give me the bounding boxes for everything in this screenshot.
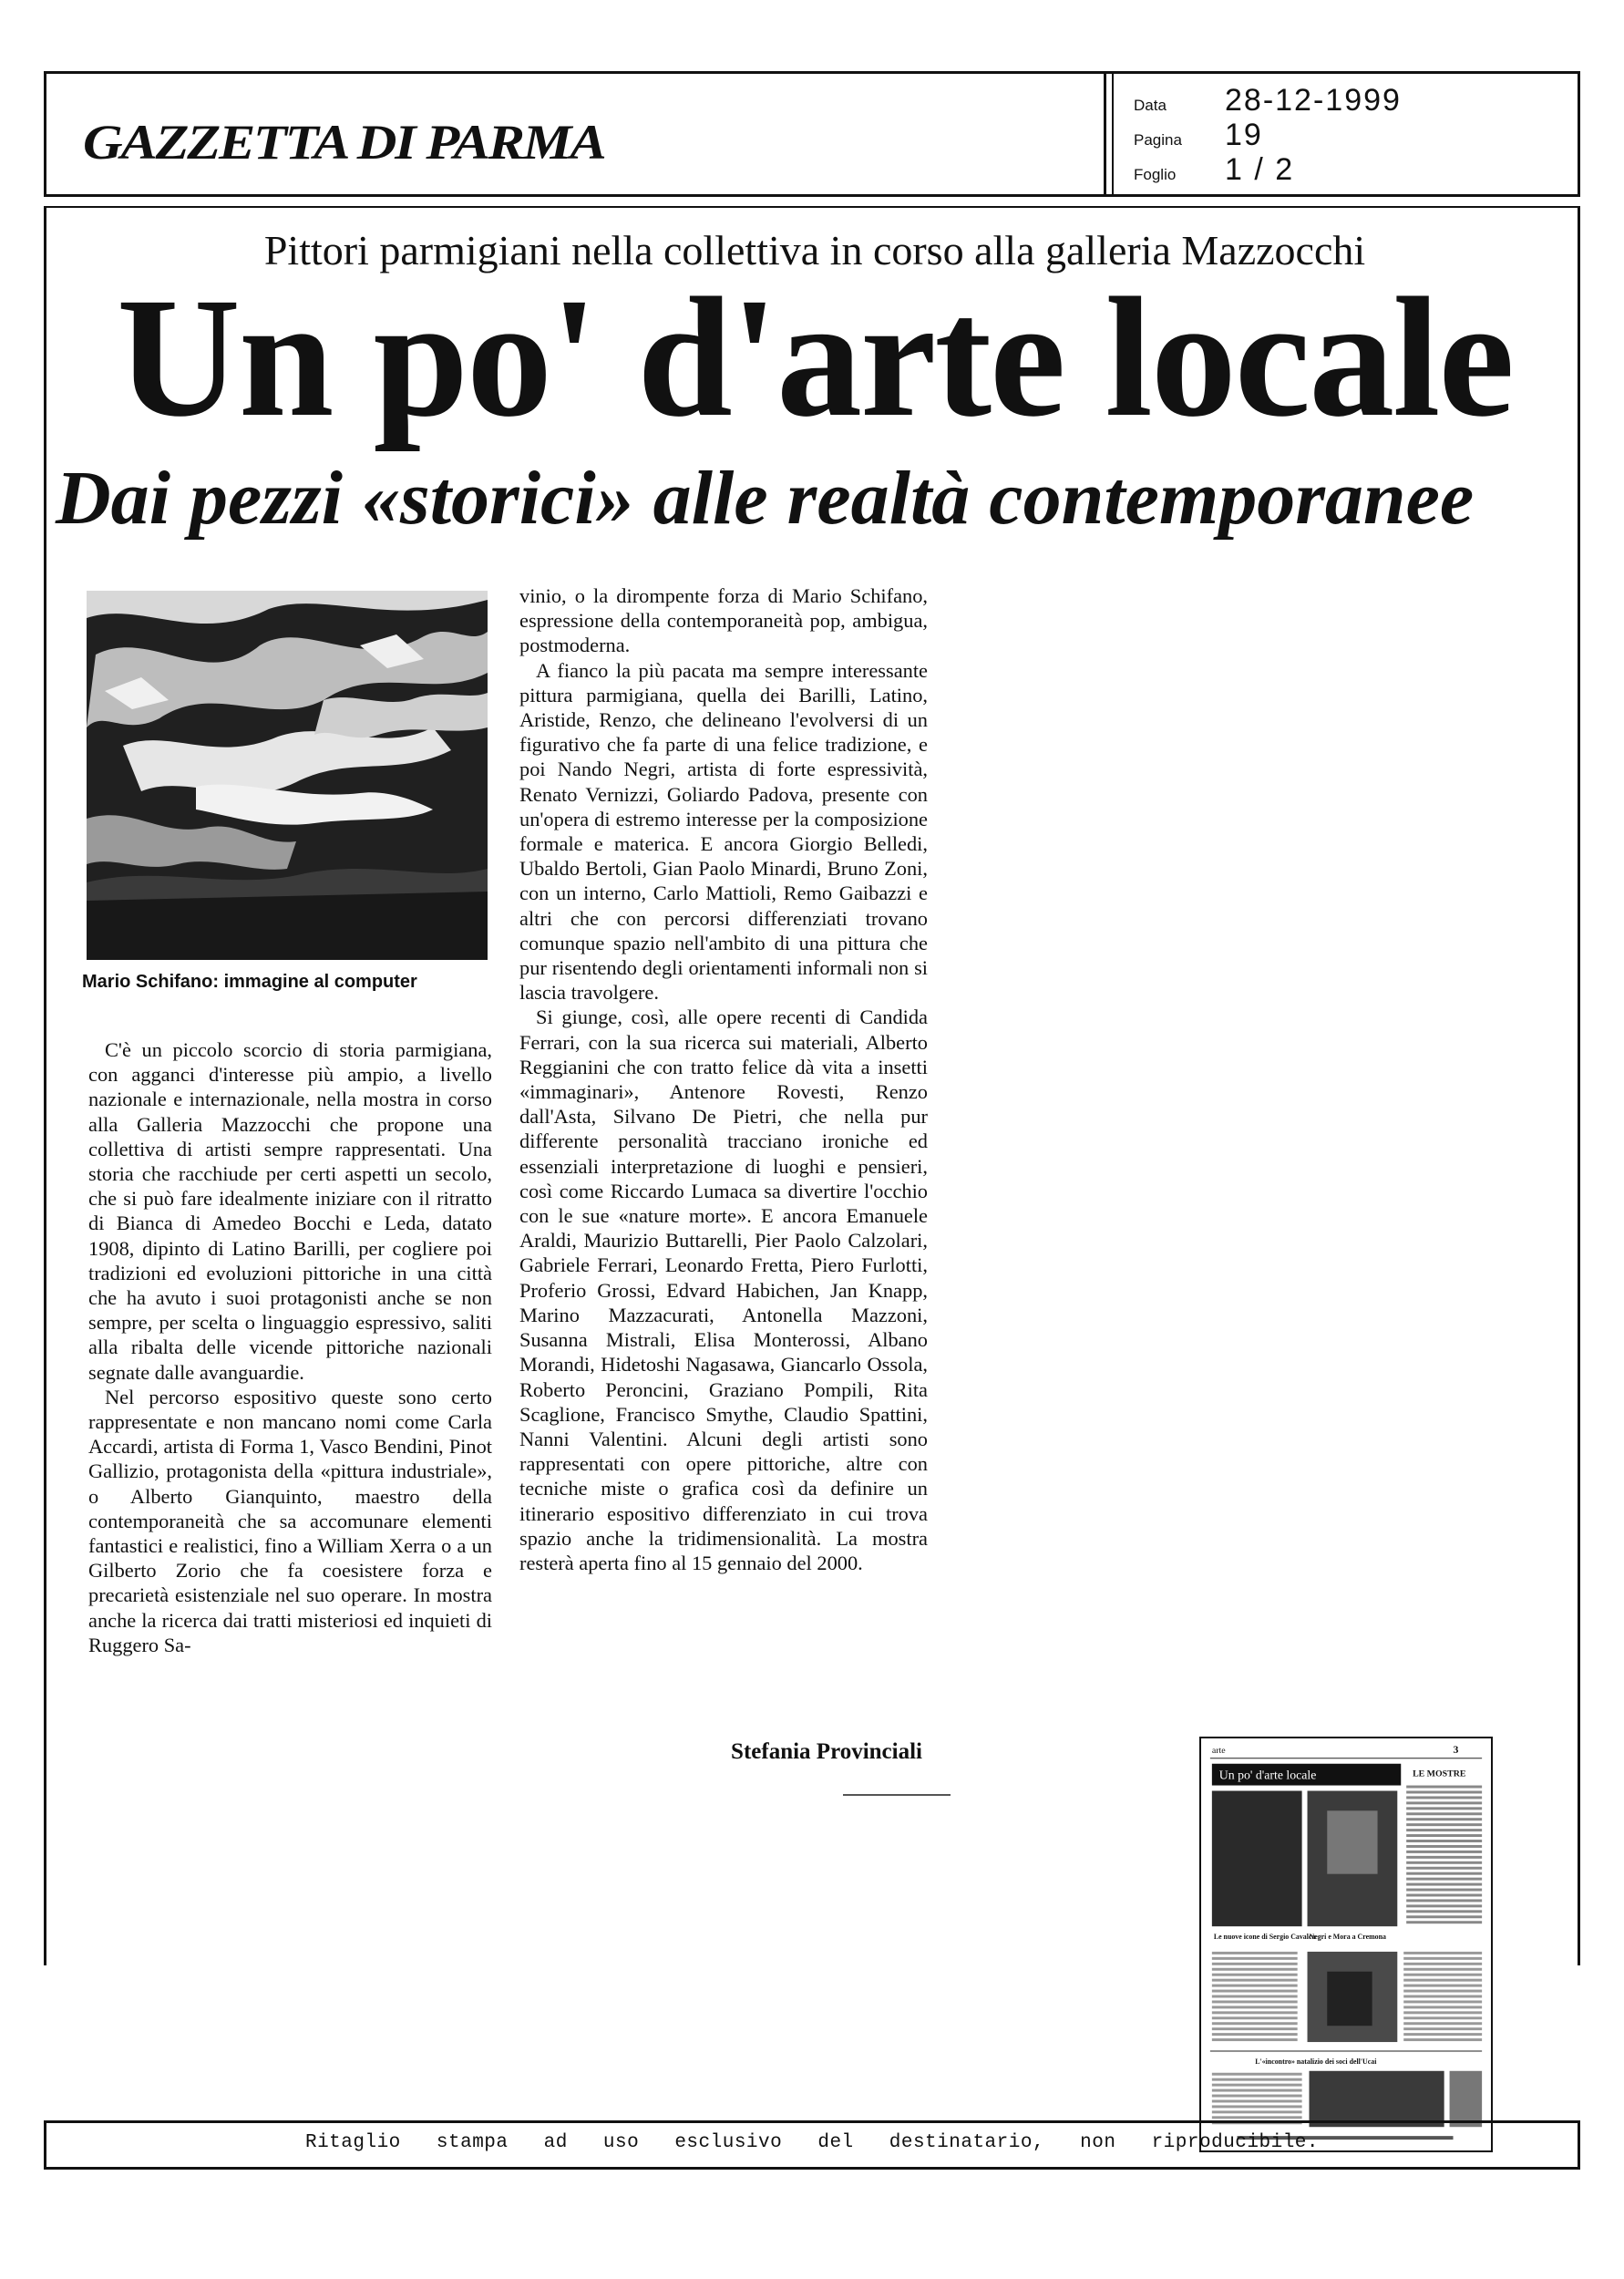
page-value: 19: [1225, 118, 1263, 152]
author-byline: Stefania Provinciali: [731, 1739, 922, 1764]
page-thumbnail: [1199, 1737, 1493, 2152]
article-column-left: [88, 1037, 492, 1657]
date-label: Data: [1134, 97, 1167, 114]
photo-caption: Mario Schifano: immagine al computer: [82, 972, 417, 992]
paragraph: A fianco la più pacata ma sempre interessante pittura parmigiana, quella dei Barilli, Latino, Aristide, Renzo, che delineano l'evolversi di un figurativo che fa parte di una felice tradizione, e poi Nando Negri, artista di forte espressività, Renato Vernizzi, Goliardo Padova, presente con un'opera di estremo interesse per la composizione formale e materica. E ancora Giorgio Belledi, Ubaldo Bertoli, Gian Paolo Minardi, Bruno Zoni, con un interno, Carlo Mattioli, Remo Gaibazzi e altri che con percorsi differenziati trovano comunque spazio nell'ambito di una pittura che pur risentendo degli orientamenti informali non si lascia travolgere.: [519, 658, 928, 1005]
end-rule: [843, 1794, 951, 1796]
thumb-headline: Un po' d'arte locale: [1218, 1768, 1317, 1782]
sheet-row: [1134, 152, 1294, 188]
paragraph: Nel percorso espositivo queste sono certo rappresentate e non mancano nomi come Carla Accardi, artista di Forma 1, Vasco Bendini, Pinot Gallizio, protagonista della «pittura industriale», o Alberto Gianquinto, maestro della contemporaneità che sa accomunare elementi fantastici e realistici, fino a William Xerra o a un Gilberto Zorio che fa coesistere forza e precarietà esistenziale nel suo operare. In mostra anche la ricerca dai tratti misteriosi ed inquieti di Ruggero Sa-: [88, 1385, 492, 1656]
page-label: Pagina: [1134, 131, 1182, 149]
thumb-page-number: 3: [1453, 1742, 1459, 1756]
publication-masthead: GAZZETTA DI PARMA: [83, 115, 605, 170]
date-value: 28-12-1999: [1225, 83, 1402, 118]
metadata-box: [1104, 74, 1580, 194]
article-kicker: Pittori parmigiani nella collettiva in corso alla galleria Mazzocchi: [263, 227, 1366, 273]
thumb-story-4: L'«incontro» natalizio dei soci dell'Ucai: [1255, 2057, 1377, 2066]
page-row: [1134, 118, 1263, 153]
artwork-image: [87, 591, 488, 960]
thumb-story-2: Le nuove icone di Sergio Cavalca: [1213, 1933, 1316, 1942]
paragraph: C'è un piccolo scorcio di storia parmigiana, con agganci d'interesse più ampio, a livello nazionale e internazionale, nella mostra in corso alla Galleria Mazzocchi che propone una collettiva di artisti sempre rappresentati. Una storia che racchiude per certi aspetti un secolo, che si può fare idealmente iniziare con il ritratto di Bianca di Amedeo Bocchi e Leda, datato 1908, dipinto di Latino Barilli, per cogliere poi tradizioni ed evoluzioni pittoriche in una città che ha avuto i suoi protagonisti anche se non sempre, per scelta o linguaggio espressivo, saliti alla ribalta delle vicende pittoriche nazionali segnate dalle avanguardie.: [88, 1038, 492, 1384]
article-headline: Un po' d'arte locale: [117, 262, 1513, 452]
footer-box: [44, 2120, 1580, 2170]
page-thumbnail-image: [1201, 1738, 1491, 2150]
date-row: [1134, 83, 1402, 119]
thumb-section: arte: [1211, 1745, 1226, 1756]
sheet-value: 1 / 2: [1225, 152, 1295, 187]
article-subhead: Dai pezzi «storici» alle realtà contemporanee: [56, 456, 1475, 541]
paragraph: vinio, o la dirompente forza di Mario Schifano, espressione della contemporaneità pop, ambigua, postmoderna.: [519, 584, 928, 657]
reproduction-notice: Ritaglio stampa ad uso esclusivo del destinatario, non riproducibile.: [304, 2132, 1320, 2153]
sheet-label: Foglio: [1134, 166, 1177, 183]
paragraph: Si giunge, così, alle opere recenti di Candida Ferrari, con la sua ricerca sui materiali, Alberto Reggianini che con tratto felice dà vita a insetti «immaginari», Antenore Rovesti, Renzo dall'Asta, Silvano De Pietri, che nella pur differente personalità tracciano ironiche ed essenziali interpretazione di luoghi e pensieri, così come Riccardo Lumaca sa divertire l'occhio con le sue «nature morte». E ancora Emanuele Araldi, Maurizio Buttarelli, Pier Paolo Calzolari, Gabriele Ferrari, Leonardo Fretta, Piero Furlotti, Proferio Grossi, Edvard Habichen, Jan Knapp, Marino Mazzacurati, Antonella Mazzoni, Susanna Mistrali, Elisa Monterossi, Albano Morandi, Hidetoshi Nagasawa, Giancarlo Ossola, Roberto Peroncini, Graziano Pompili, Rita Scaglione, Francisco Smythe, Claudio Spattini, Nanni Valentini. Alcuni degli artisti sono rappresentati con opere pittoriche, altre con tecniche miste o grafica così da definire un itinerario espositivo differenziato in cui trova spazio anche la tridimensionalità. La mostra resterà aperta fino al 15 gennaio del 2000.: [519, 1005, 928, 1574]
artwork-photo: [87, 591, 488, 960]
header-box: [44, 71, 1580, 197]
article-column-middle: [519, 583, 928, 1575]
thumb-column-title: LE MOSTRE: [1413, 1769, 1466, 1779]
thumb-story-3: Negri e Mora a Cremona: [1309, 1933, 1386, 1942]
